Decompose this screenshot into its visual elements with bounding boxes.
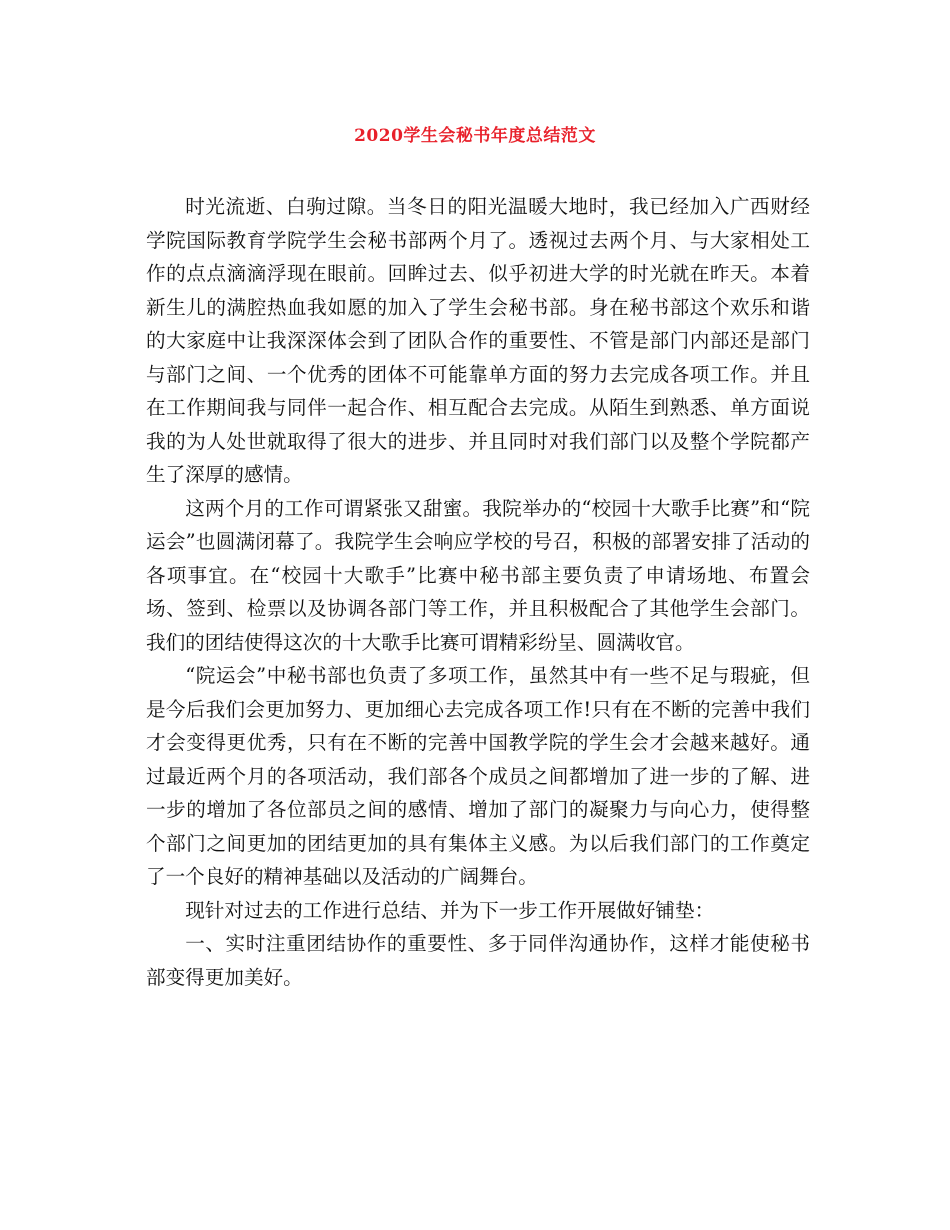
paragraph-4: 现针对过去的工作进行总结、并为下一步工作开展做好铺垫： (185, 898, 715, 922)
paragraph-1: 时光流逝、白驹过隙。当冬日的阳光温暖大地时，我已经加入广西财经学院国际教育学院学生会秘书部两个月了。透视过去两个月、与大家相处工作的点点滴滴浮现在眼前。回眸过去、似乎初进大学的时光就在昨天。本着新生儿的满腔热血我如愿的加入了学生会秘书部。身在秘书部这个欢乐和谐的大家庭中让我深深体会到了团队合作的重要性、不管是部门内部还是部门与部门之间、一个优秀的团体不可能靠单方面的努力去完成各项工作。并且在工作期间我与同伴一起合作、相互配合去完成。从陌生到熟悉、单方面说我的为人处世就取得了很大的进步、并且同时对我们部门以及整个学院都产生了深厚的感情。 (146, 195, 810, 486)
paragraph-5: 一、实时注重团结协作的重要性、多于同伴沟通协作，这样才能使秘书部变得更加美好。 (146, 932, 810, 989)
document-body (146, 190, 810, 994)
paragraph-2: 这两个月的工作可谓紧张又甜蜜。我院举办的“校园十大歌手比赛”和“院运会”也圆满闭幕了。我院学生会响应学校的号召，积极的部署安排了活动的各项事宜。在“校园十大歌手”比赛中秘书部主要负责了申请场地、布置会场、签到、检票以及协调各部门等工作，并且积极配合了其他学生会部门。我们的团结使得这次的十大歌手比赛可谓精彩纷呈、圆满收官。 (146, 496, 810, 654)
paragraph-3: “院运会”中秘书部也负责了多项工作，虽然其中有一些不足与瑕疵，但是今后我们会更加努力、更加细心去完成各项工作!只有在不断的完善中我们才会变得更优秀，只有在不断的完善中国教学院的学生会才会越来越好。通过最近两个月的各项活动，我们部各个成员之间都增加了进一步的了解、进一步的增加了各位部员之间的感情、增加了部门的凝聚力与向心力，使得整个部门之间更加的团结更加的具有集体主义感。为以后我们部门的工作奠定了一个良好的精神基础以及活动的广阔舞台。 (146, 664, 810, 888)
document-title: 2020学生会秘书年度总结范文 (354, 126, 596, 146)
